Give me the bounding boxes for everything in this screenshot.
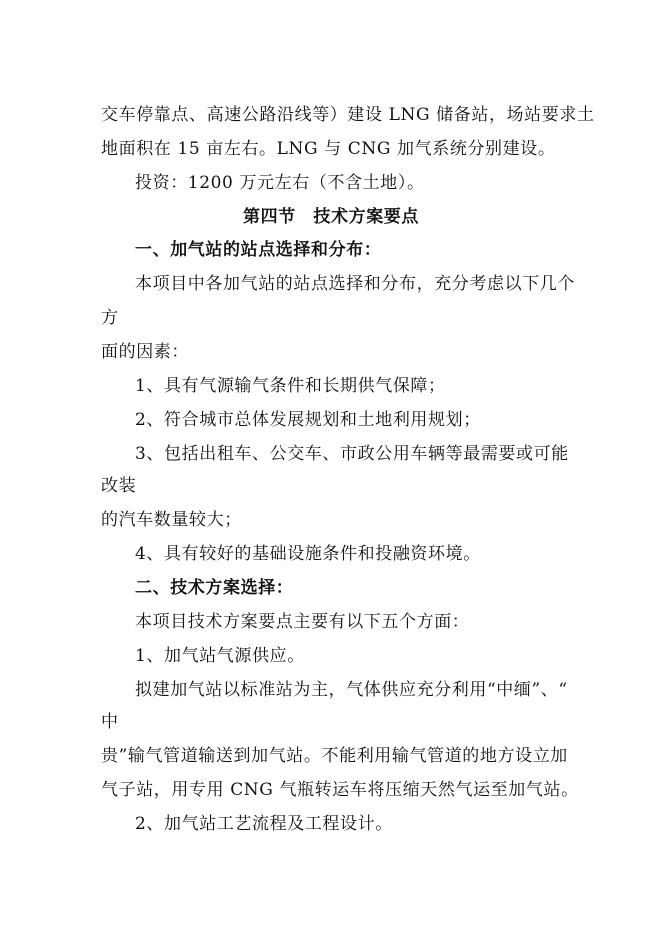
list-item: 1、加气站气源供应。 bbox=[135, 646, 305, 666]
investment-line: 投资：1200 万元左右（不含土地）。 bbox=[135, 173, 425, 193]
list-item: 1、具有气源输气条件和长期供气保障； bbox=[135, 376, 446, 396]
paragraph-line: 本项目技术方案要点主要有以下五个方面： bbox=[135, 612, 470, 632]
subheading-technical-plan: 二、技术方案选择： bbox=[135, 578, 294, 598]
paragraph-line: 本项目中各加气站的站点选择和分布，充分考虑以下几个 bbox=[135, 274, 575, 294]
paragraph-line: 方 bbox=[101, 308, 119, 328]
list-item: 2、符合城市总体发展规划和土地利用规划； bbox=[135, 410, 481, 430]
paragraph-line: 面的因素： bbox=[101, 342, 189, 362]
paragraph-line: 贵”输气管道输送到加气站。不能利用输气管道的地方设立加 bbox=[101, 746, 568, 766]
paragraph-line: 地面积在 15 亩左右。LNG 与 CNG 加气系统分别建设。 bbox=[101, 139, 556, 159]
paragraph-line: 拟建加气站以标准站为主，气体供应充分利用“中缅”、“ bbox=[135, 680, 568, 700]
subheading-site-selection: 一、加气站的站点选择和分布： bbox=[135, 240, 382, 260]
paragraph-line: 交车停靠点、高速公路沿线等）建设 LNG 储备站，场站要求土 bbox=[101, 105, 595, 125]
list-item: 2、加气站工艺流程及工程设计。 bbox=[135, 814, 393, 834]
section-title: 第四节 技术方案要点 bbox=[243, 207, 419, 227]
paragraph-line: 中 bbox=[101, 712, 119, 732]
list-item: 3、包括出租车、公交车、市政公用车辆等最需要或可能 bbox=[135, 444, 569, 464]
list-item: 4、具有较好的基础设施条件和投融资环境。 bbox=[135, 544, 481, 564]
paragraph-line: 气子站，用专用 CNG 气瓶转运车将压缩天然气运至加气站。 bbox=[101, 780, 579, 800]
paragraph-line: 改装 bbox=[101, 476, 137, 496]
paragraph-line: 的汽车数量较大； bbox=[101, 510, 242, 530]
